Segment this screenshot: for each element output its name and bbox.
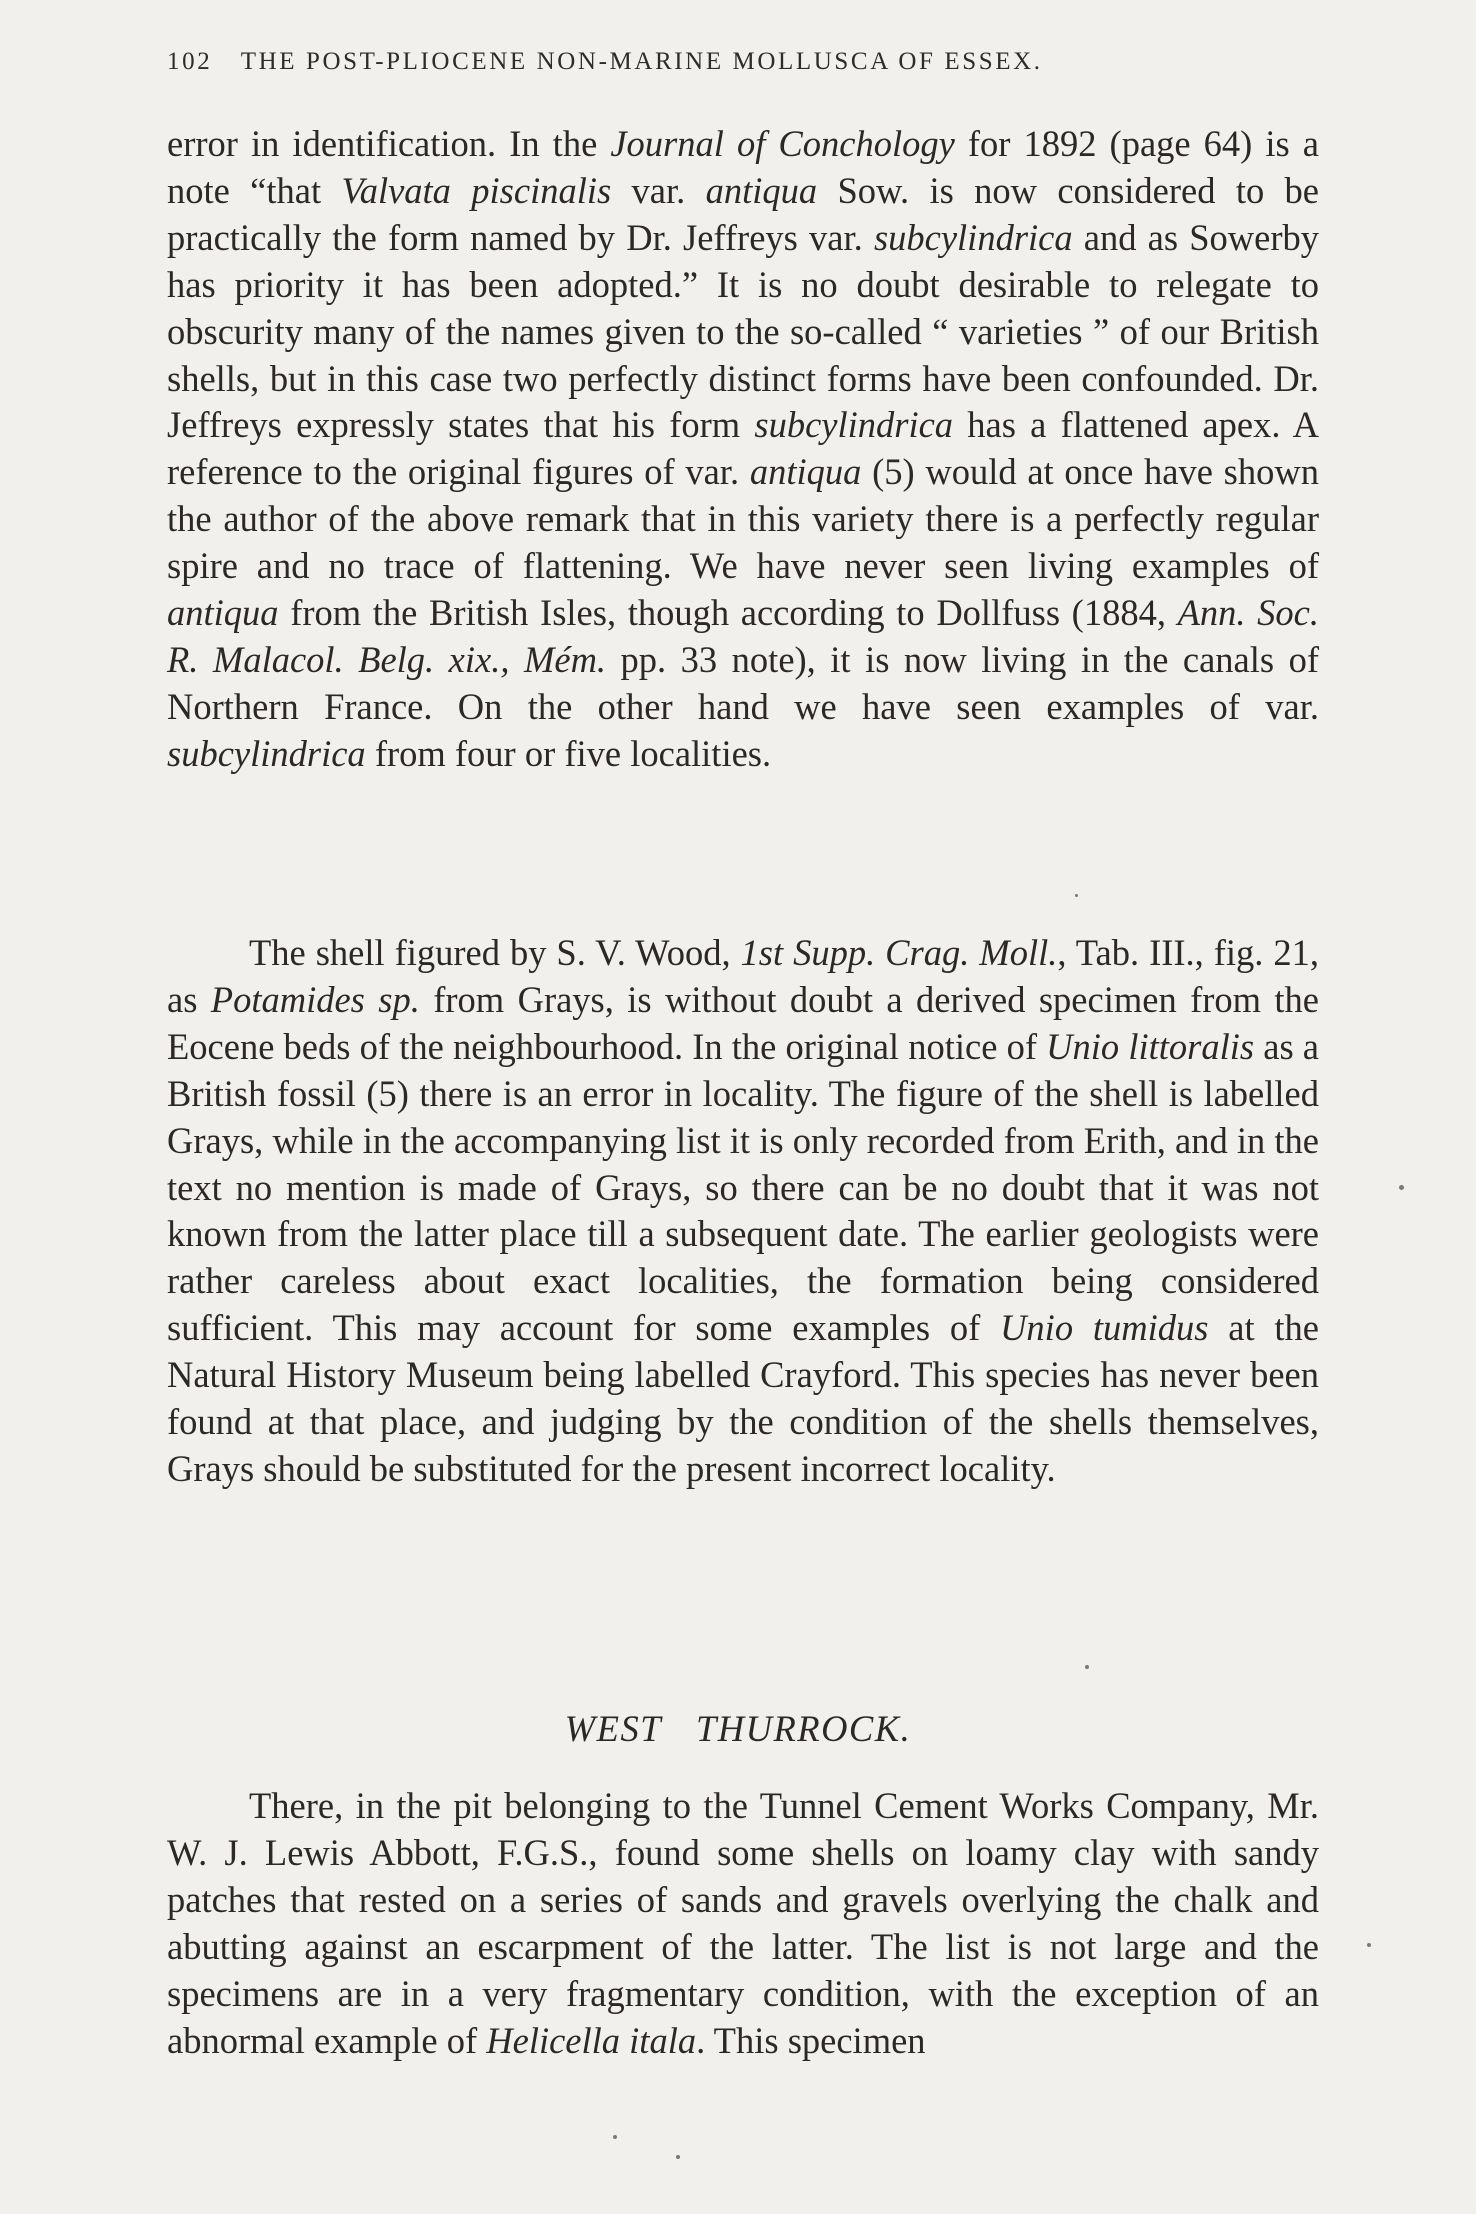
paragraph-text: [167, 930, 1319, 1493]
body-paragraph-3: [167, 1783, 1319, 2064]
page-number: 102: [167, 48, 213, 75]
text-run: for 1892 (page 64) is a note “that: [167, 123, 1319, 211]
body-paragraph-1: [167, 121, 1319, 778]
text-run: There, in the pit belonging to the Tunnel Cement Works Company, Mr. W. J. Lewis Abbott, F.G.S., found some shells on loamy clay with sandy patches that rested on a series of sands and gravels overlying the chalk and abutting against an escarpment of the latter. The list is not large and the specimens are in a very fragmentary condition, with the exception of an abnormal example of: [167, 1785, 1319, 2061]
text-run: from four or five localities.: [365, 732, 772, 774]
running-head-title: THE POST-PLIOCENE NON-MARINE MOLLUSCA OF ESSEX.: [240, 48, 1043, 75]
italic-run: Valvata piscinalis: [341, 169, 612, 211]
text-run: The shell figured by S. V. Wood,: [249, 932, 741, 973]
text-run: error in identification. In the: [167, 123, 611, 164]
italic-run: Helicella itala: [486, 2019, 697, 2061]
italic-run: antiqua: [705, 169, 818, 211]
italic-run: antiqua: [167, 592, 279, 634]
text-run: from Grays, is without doubt a derived specimen from the Eocene beds of the neighbourhood. In the original notice of: [167, 978, 1320, 1067]
print-speck: [676, 2155, 680, 2159]
italic-run: 1st Supp. Crag. Moll.: [740, 932, 1058, 973]
italic-run: subcylindrica: [754, 404, 954, 446]
print-speck: [613, 2135, 617, 2139]
text-run: pp. 33 note), it is now living in the canals of Northern France. On the other hand we have seen examples of var.: [167, 638, 1319, 727]
section-heading: WEST THURROCK.: [564, 1708, 912, 1749]
italic-run: subcylindrica: [167, 732, 366, 774]
print-speck: [1085, 1665, 1089, 1669]
text-run: has a flattened apex. A reference to the original figures of var.: [167, 404, 1320, 493]
text-run: and as Sowerby has priority it has been adopted.” It is no doubt desirable to relegate to obscurity many of the names given to the so-called “ varieties ” of our British shells, but in this case two perfectly distinct forms have been confounded. Dr. Jeffreys expressly states that his form: [167, 216, 1320, 446]
text-run: from the British Isles, though according to Dollfuss (1884,: [278, 592, 1178, 634]
text-run: . This specimen: [696, 2019, 926, 2061]
text-run: as a British fossil (5) there is an error in locality. The figure of the shell is labelled Grays, while in the accompanying list it is only recorded from Erith, and in the text no mention is made of Grays, so there can be no doubt that it was not known from the latter place till a subsequent date. The earlier geologists were rather careless about exact localities, the formation being considered sufficient. This may account for some examples of: [167, 1025, 1320, 1349]
text-run: Sow. is now considered to be practically the form named by Dr. Jeffreys var.: [167, 169, 1320, 258]
text-run: var.: [611, 169, 706, 211]
body-paragraph-2: [167, 930, 1319, 1493]
print-speck: [1399, 1185, 1404, 1190]
italic-run: Potamides sp.: [210, 978, 420, 1020]
italic-run: antiqua: [749, 451, 862, 493]
italic-run: Ann. Soc. R. Malacol. Belg. xix., Mém.: [167, 592, 1319, 680]
print-speck: [1367, 1943, 1371, 1947]
text-run: , Tab. III., fig. 21, as: [167, 932, 1319, 1020]
italic-run: Unio littoralis: [1046, 1025, 1255, 1067]
italic-run: Journal of Conchology: [610, 123, 955, 164]
paragraph-text: [167, 1783, 1319, 2064]
italic-run: Unio tumidus: [1000, 1307, 1209, 1349]
text-run: at the Natural History Museum being labelled Crayford. This species has never been found at that place, and judging by the condition of the shells themselves, Grays should be substituted for the present incorrect locality.: [167, 1307, 1319, 1489]
text-run: (5) would at once have shown the author of the above remark that in this variety there is a perfectly regular spire and no trace of flattening. We have never seen living examples of: [167, 451, 1319, 587]
running-head: [167, 48, 1327, 76]
paragraph-text: [167, 121, 1319, 778]
italic-run: subcylindrica: [873, 216, 1073, 258]
print-speck: [1075, 894, 1078, 897]
